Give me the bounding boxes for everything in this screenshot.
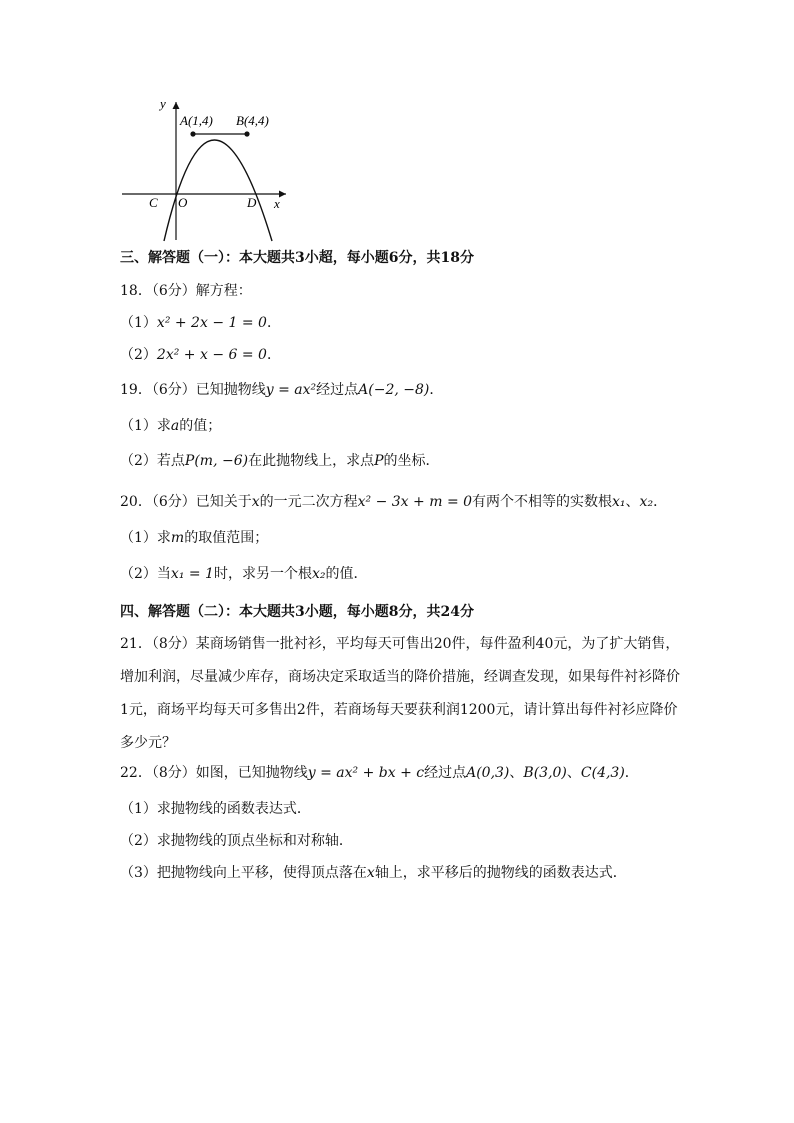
question-19-part-2 (120, 451, 720, 471)
text: （1）求 (120, 530, 171, 546)
section-3-heading: 三、解答题（一）：本大题共3小超，每小题6分，共18分 (120, 250, 474, 266)
text: 、 (566, 765, 581, 781)
axis-y-label: y (160, 96, 166, 111)
question-22-part-2: （2）求抛物线的顶点坐标和对称轴． (120, 833, 353, 849)
equation: y = ax² + bx + c (307, 765, 425, 781)
question-18-part-2 (120, 345, 720, 365)
variable: x (251, 494, 260, 510)
text: （2）当 (120, 566, 171, 582)
part-label: （1） (120, 315, 157, 331)
question-22-part-1: （1）求抛物线的函数表达式． (120, 801, 311, 817)
question-18-stem: 18．（6分）解方程： (120, 283, 252, 299)
point-a-label: A(1,4) (180, 113, 213, 128)
text: 在此抛物线上，求点 (248, 453, 375, 469)
text: 的取值范围； (184, 530, 269, 546)
text: 、 (625, 494, 640, 510)
variable: a (170, 418, 180, 434)
point-c-label: C (149, 195, 158, 210)
point: C(4,3) (580, 765, 625, 781)
question-19-stem (120, 380, 720, 400)
variable: P (374, 453, 384, 469)
text: 时，求另一个根 (213, 566, 312, 582)
text: ． (653, 494, 668, 510)
text: ． (429, 382, 444, 398)
text: 经过点 (424, 765, 467, 781)
question-22-part-3 (120, 863, 720, 883)
text: 的坐标． (383, 453, 440, 469)
equation: x₁ = 1 (170, 566, 214, 582)
origin-label: O (178, 195, 188, 210)
question-20-part-2 (120, 564, 720, 584)
point: P(m, −6) (184, 453, 249, 469)
variable: x₂ (639, 494, 654, 510)
text: 经过点 (316, 382, 359, 398)
period: ． (266, 315, 281, 331)
variable: x (366, 865, 375, 881)
question-20-part-1 (120, 528, 720, 548)
text: 、 (509, 765, 524, 781)
axis-x-label: x (274, 196, 280, 211)
text: 有两个不相等的实数根 (472, 494, 613, 510)
variable: x₂ (311, 566, 326, 582)
text: 20．（6分）已知关于 (120, 494, 252, 510)
variable: m (170, 530, 185, 546)
equation: y = ax² (265, 382, 317, 398)
point: A(0,3) (466, 765, 510, 781)
parabola-figure (118, 96, 298, 242)
text: 22．（8分）如图，已知抛物线 (120, 765, 308, 781)
text: （2）若点 (120, 453, 185, 469)
text: 的值； (179, 418, 222, 434)
parabola-curve (164, 140, 272, 241)
point-b-dot (244, 131, 249, 136)
point: A(−2, −8) (358, 382, 430, 398)
text: 轴上，求平移后的抛物线的函数表达式． (374, 865, 627, 881)
text: 的值． (325, 566, 368, 582)
question-19-part-1 (120, 416, 720, 436)
equation: x² − 3x + m = 0 (357, 494, 473, 510)
question-20-stem (120, 492, 720, 512)
text: （3）把抛物线向上平移，使得顶点落在 (120, 865, 367, 881)
point: B(3,0) (523, 765, 567, 781)
text: 19．（6分）已知抛物线 (120, 382, 266, 398)
text: （1）求 (120, 418, 171, 434)
section-4-heading: 四、解答题（二）：本大题共3小题，每小题8分，共24分 (120, 604, 474, 620)
period: ． (266, 347, 281, 363)
part-label: （2） (120, 347, 157, 363)
point-a-dot (190, 131, 195, 136)
point-b-label: B(4,4) (236, 113, 269, 128)
point-d-label: D (247, 195, 257, 210)
question-21: 21．（8分）某商场销售一批衬衫，平均每天可售出20件，每件盈利40元，为了扩大销售，增加利润，尽量减少库存，商场决定采取适当的降价措施，经调查发现，如果每件衬衫降价1元，商场平均每天可多售出2件，若商场每天要获利润1200元，请计算出每件衬衫应降价多少元？ (120, 636, 680, 751)
equation: x² + 2x − 1 = 0 (156, 315, 267, 331)
text: 的一元二次方程 (259, 494, 358, 510)
question-22-stem (120, 763, 720, 783)
variable: x₁ (612, 494, 626, 510)
equation: 2x² + x − 6 = 0 (156, 347, 267, 363)
text: ． (624, 765, 639, 781)
question-18-part-1 (120, 313, 720, 333)
